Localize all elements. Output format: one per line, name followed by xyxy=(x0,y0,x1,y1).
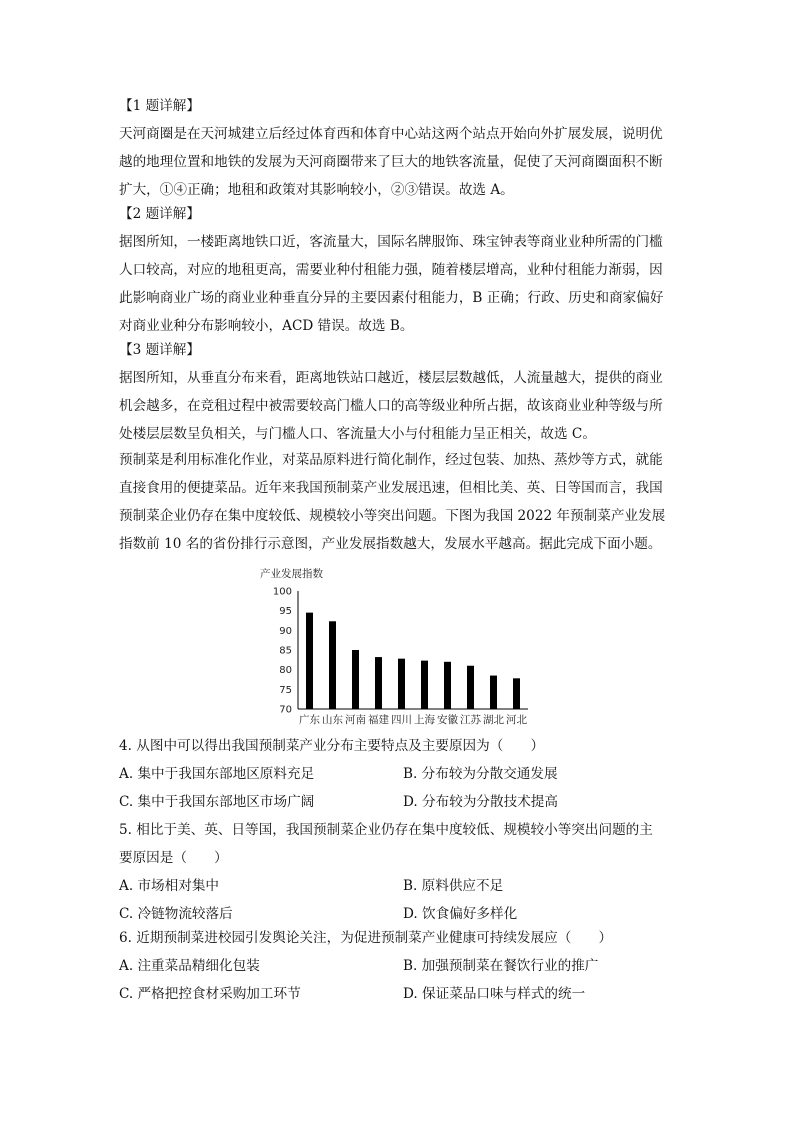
question-4-stem: 4. 从图中可以得出我国预制菜产业分布主要特点及主要原因为（ ） xyxy=(119,738,545,754)
x-tick-label: 福建 xyxy=(368,714,389,726)
options-row xyxy=(119,760,679,788)
bar-7 xyxy=(467,666,474,709)
intro-line: 预制菜企业仍存在集中度较低、规模较小等突出问题。下图为我国 2022 年预制菜产业发展 xyxy=(119,508,666,524)
question-5-stem: 5. 相比于美、英、日等国，我国预制菜企业仍存在集中度较低、规模较小等突出问题的主 xyxy=(119,822,653,838)
x-tick-label: 河南 xyxy=(345,714,366,726)
bar-9 xyxy=(513,678,520,709)
section-2-line: 此影响商业广场的商业业种垂直分异的主要因素付租能力，B 正确；行政、历史和商家偏好 xyxy=(119,290,664,306)
section-3 xyxy=(119,336,679,448)
intro-passage xyxy=(119,446,679,558)
option-c: C. 冷链物流较落后 xyxy=(119,906,233,922)
bar-chart-svg xyxy=(252,562,542,732)
y-tick-label: 90 xyxy=(279,625,292,637)
section-1-heading: 【1 题详解】 xyxy=(119,98,200,114)
bar-5 xyxy=(421,661,428,709)
section-3-line: 据图所知，从垂直分布来看，距离地铁站口越近，楼层层数越低，人流量越大，提供的商业 xyxy=(119,370,663,386)
x-tick-label: 上海 xyxy=(414,714,435,726)
x-label-group xyxy=(299,713,527,726)
question-5 xyxy=(119,816,679,928)
options-row xyxy=(119,788,679,816)
options-row xyxy=(119,872,679,900)
option-a: A. 集中于我国东部地区原料充足 xyxy=(119,766,315,782)
option-d: D. 保证菜品口味与样式的统一 xyxy=(403,986,586,1002)
bar-3 xyxy=(375,657,382,709)
question-4 xyxy=(119,732,679,816)
x-tick-label: 河北 xyxy=(506,714,527,726)
question-6-stem: 6. 近期预制菜进校园引发舆论关注，为促进预制菜产业健康可持续发展应（ ） xyxy=(119,930,613,946)
bar-8 xyxy=(490,676,497,709)
bar-group xyxy=(306,613,520,709)
option-b: B. 原料供应不足 xyxy=(403,878,504,894)
bar-1 xyxy=(329,621,336,709)
y-tick-label: 100 xyxy=(272,586,292,598)
section-2-line: 人口较高，对应的地租更高，需要业种付租能力强，随着楼层增高，业种付租能力渐弱，因 xyxy=(119,262,663,278)
y-tick-group xyxy=(273,587,292,716)
options-row xyxy=(119,952,679,980)
section-2 xyxy=(119,200,679,340)
question-6 xyxy=(119,924,679,1008)
intro-line: 预制菜是利用标准化作业，对菜品原料进行简化制作，经过包装、加热、蒸炒等方式，就能 xyxy=(119,452,663,468)
option-d: D. 饮食偏好多样化 xyxy=(403,906,518,922)
y-axis-label: 产业发展指数 xyxy=(260,568,323,580)
section-1 xyxy=(119,92,679,204)
x-tick-label: 广东 xyxy=(299,714,320,726)
bar-0 xyxy=(306,613,313,709)
section-3-line: 处楼层层数呈负相关，与门槛人口、客流量大小与付租能力呈正相关，故选 C。 xyxy=(119,426,596,442)
section-2-line: 对商业业种分布影响较小，ACD 错误。故选 B。 xyxy=(119,318,414,334)
y-tick-label: 95 xyxy=(279,606,292,618)
bar-4 xyxy=(398,659,405,709)
section-2-line: 据图所知，一楼距离地铁口近，客流量大，国际名牌服饰、珠宝钟表等商业业种所需的门槛 xyxy=(119,234,663,250)
option-a: A. 市场相对集中 xyxy=(119,878,220,894)
section-3-heading: 【3 题详解】 xyxy=(119,342,200,358)
bar-chart xyxy=(252,562,542,732)
x-tick-label: 山东 xyxy=(322,714,343,726)
section-2-heading: 【2 题详解】 xyxy=(119,206,200,222)
option-b: B. 加强预制菜在餐饮行业的推广 xyxy=(403,958,599,974)
y-tick-label: 75 xyxy=(279,684,292,696)
options-row xyxy=(119,980,679,1008)
option-c: C. 严格把控食材采购加工环节 xyxy=(119,986,301,1002)
question-5-stem: 要原因是（ ） xyxy=(119,850,228,866)
y-tick-label: 70 xyxy=(279,704,292,716)
option-c: C. 集中于我国东部地区市场广阔 xyxy=(119,794,315,810)
section-3-line: 机会越多，在竞租过程中被需要较高门槛人口的高等级业种所占据，故该商业业种等级与所 xyxy=(119,398,663,414)
x-tick-label: 江苏 xyxy=(460,714,481,726)
intro-line: 直接食用的便捷菜品。近年来我国预制菜产业发展迅速，但相比美、英、日等国而言，我国 xyxy=(119,480,663,496)
x-tick-label: 四川 xyxy=(391,714,412,726)
bar-6 xyxy=(444,662,451,709)
bar-2 xyxy=(352,650,359,709)
section-1-line: 扩大，①④正确；地租和政策对其影响较小，②③错误。故选 A。 xyxy=(119,182,514,198)
option-a: A. 注重菜品精细化包装 xyxy=(119,958,260,974)
y-tick-label: 80 xyxy=(279,665,292,677)
x-tick-label: 安徽 xyxy=(437,714,458,726)
section-1-line: 天河商圈是在天河城建立后经过体育西和体育中心站这两个站点开始向外扩展发展，说明优 xyxy=(119,126,663,142)
y-tick-label: 85 xyxy=(279,645,292,657)
option-b: B. 分布较为分散交通发展 xyxy=(403,766,558,782)
section-1-line: 越的地理位置和地铁的发展为天河商圈带来了巨大的地铁客流量，促使了天河商圈面积不断 xyxy=(119,154,663,170)
x-tick-label: 湖北 xyxy=(483,714,504,726)
option-d: D. 分布较为分散技术提高 xyxy=(403,794,558,810)
intro-line: 指数前 10 名的省份排行示意图，产业发展指数越大，发展水平越高。据此完成下面小题。 xyxy=(119,536,662,552)
